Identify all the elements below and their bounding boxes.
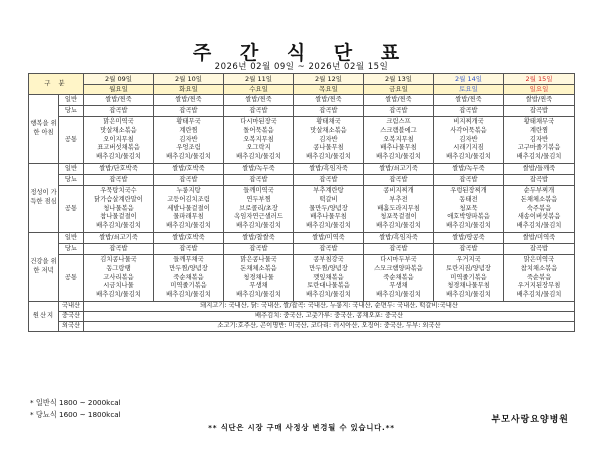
date-row xyxy=(29,74,575,85)
menu-item: 스크램블에그 xyxy=(380,126,417,134)
menu-item: 크림스프 xyxy=(386,117,411,125)
ilban-item: 쌀밥/찐죽 xyxy=(434,95,504,106)
day-weekday: 화요일 xyxy=(154,85,224,95)
dang-item: 잡곡밥 xyxy=(224,175,294,186)
dang-item: 잡곡밥 xyxy=(364,106,434,117)
ilban-item: 쌀밥/찐죽 xyxy=(224,95,294,106)
menu-item: 무생채 xyxy=(389,282,408,290)
menu-item: 청포묵겉절이 xyxy=(380,213,417,221)
menu-item: 김자반 xyxy=(179,135,198,143)
ilban-item: 쌀밥/찐죽 xyxy=(84,95,154,106)
menu-item: 죽순채볶음 xyxy=(383,273,414,281)
gong-cell xyxy=(84,186,154,233)
gong-cell xyxy=(294,255,364,302)
menu-item: 계란찜 xyxy=(179,126,198,134)
menu-item: 물만두/양념장 xyxy=(309,204,348,212)
ilban-label: 일반 xyxy=(59,233,84,244)
menu-item: 콩부침강국 xyxy=(313,255,344,263)
menu-item: 미역줄기볶음 xyxy=(450,273,487,281)
menu-item: 누룽지탕 xyxy=(176,186,201,194)
day-weekday: 토요일 xyxy=(434,85,504,95)
menu-item: 배추김치/물김치 xyxy=(516,291,562,299)
menu-item: 오이지무침 xyxy=(103,135,134,143)
dang-item: 잡곡밥 xyxy=(434,175,504,186)
ilban-item: 쌀밥/흑임자죽 xyxy=(364,233,434,244)
ilban-item: 쌀밥/찐죽 xyxy=(294,95,364,106)
ilban-item: 쌀밥/땅콩죽 xyxy=(434,233,504,244)
menu-item: 청나물볶음 xyxy=(103,204,134,212)
origin-label: 원산지 xyxy=(29,302,59,332)
origin-value: 돼지고기: 국내산, 닭: 국내산, 쌀/잡곡: 국내산, 누룽지: 국내산, 순면두: 국내산, 떡갈비:국내산 xyxy=(84,302,575,312)
menu-item: 배추김치/물김치 xyxy=(166,291,211,299)
menu-item: 토란지짐/양념장 xyxy=(446,264,491,272)
menu-period: 2026년 02월 09일 ~ 2026년 02월 15일 xyxy=(214,62,389,72)
dang-item: 잡곡밥 xyxy=(364,244,434,255)
menu-item: 맑은미역국 xyxy=(103,117,134,125)
dang-row xyxy=(29,175,575,186)
dang-row xyxy=(29,244,575,255)
menu-item: 우거지된장무침 xyxy=(517,282,561,290)
weekday-row xyxy=(29,85,575,95)
ilban-item: 쌀밥/녹두죽 xyxy=(434,164,504,175)
menu-item: 무생채 xyxy=(249,282,268,290)
menu-item: 배추김치/물김치 xyxy=(376,291,421,299)
meal-label: 행복을 위한 아침 xyxy=(29,95,59,164)
menu-item: 죽순볶음 xyxy=(526,273,552,281)
menu-item: 떡갈비 xyxy=(319,195,338,203)
ilban-item: 쌀밥/녹두죽 xyxy=(224,164,294,175)
menu-item: 청포묵 xyxy=(459,204,478,212)
menu-item: 배추김치/물김치 xyxy=(446,153,491,161)
ilban-item: 쌀밥/호박죽 xyxy=(154,164,224,175)
menu-item: 맑은미역국 xyxy=(523,255,555,263)
origin-value: 배추김치: 중국산, 고춧가루: 중국산, 콩채오포: 중국산 xyxy=(84,312,575,322)
gong-cell xyxy=(154,255,224,302)
day-weekday: 수요일 xyxy=(224,85,294,95)
dang-label: 당뇨 xyxy=(59,175,84,186)
menu-item: 물파래무침 xyxy=(173,213,204,221)
dang-item: 잡곡밥 xyxy=(434,106,504,117)
menu-item: 우엉조림 xyxy=(176,144,201,152)
gong-row xyxy=(29,117,575,164)
menu-item: 배추김치/물김치 xyxy=(306,222,351,230)
menu-item: 옥임자연근샐러드 xyxy=(234,213,283,221)
menu-item: 배추김치/물김치 xyxy=(236,222,281,230)
menu-item: 돌어묵볶음 xyxy=(243,126,274,134)
page-title: 주 간 식 단 표 xyxy=(192,42,411,64)
ilban-row xyxy=(29,233,575,244)
menu-item: 표고버섯채볶음 xyxy=(97,144,140,152)
meal-label: 정성이 가득한 점심 xyxy=(29,164,59,233)
dang-label: 당뇨 xyxy=(59,244,84,255)
ilban-item: 쌀밥/찐죽 xyxy=(504,95,575,106)
ilban-item: 쌀밥/쇠고기죽 xyxy=(84,233,154,244)
gong-cell xyxy=(224,255,294,302)
menu-item: 토란대나물볶음 xyxy=(307,282,350,290)
menu-item: 배추김치/물김치 xyxy=(516,153,562,161)
day-weekday: 일요일 xyxy=(504,85,575,95)
gong-row xyxy=(29,186,575,233)
menu-item: 배추김치/물김치 xyxy=(446,222,491,230)
menu-item: 동태전 xyxy=(459,195,478,203)
menu-item: 부추계란탕 xyxy=(313,186,344,194)
menu-item: 연두부찜 xyxy=(246,195,271,203)
menu-item: 황태채국 xyxy=(316,117,341,125)
menu-item: 고구마줄기볶음 xyxy=(517,144,561,152)
gong-label: 공통 xyxy=(59,117,84,164)
menu-item: 콩나물무침 xyxy=(313,144,344,152)
dang-label: 당뇨 xyxy=(59,106,84,117)
ilban-item: 쌀밥/미역죽 xyxy=(294,233,364,244)
gong-cell xyxy=(364,117,434,164)
menu-item: 맛살채소볶음 xyxy=(310,126,347,134)
dang-item: 잡곡밥 xyxy=(84,175,154,186)
dang-item: 잡곡밥 xyxy=(504,175,575,186)
menu-item: 만두찜/양념장 xyxy=(169,264,208,272)
dang-item: 잡곡밥 xyxy=(434,244,504,255)
origin-row xyxy=(29,312,575,322)
gong-cell xyxy=(84,255,154,302)
menu-item: 맑은콩나물국 xyxy=(240,255,277,263)
menu-item: 참치채소볶음 xyxy=(520,264,558,272)
dang-item: 잡곡밥 xyxy=(294,106,364,117)
menu-item: 계란찜 xyxy=(529,126,549,134)
gong-cell xyxy=(224,117,294,164)
menu-item: 참나물겉절이 xyxy=(100,213,137,221)
menu-item: 배추나물무침 xyxy=(380,144,417,152)
menu-item: 배흘도라지무침 xyxy=(377,204,420,212)
menu-item: 오복지무침 xyxy=(243,135,274,143)
gong-row xyxy=(29,255,575,302)
menu-item: 배추김치/물김치 xyxy=(236,153,281,161)
gong-cell xyxy=(434,186,504,233)
menu-item: 들깨무채국 xyxy=(173,255,204,263)
menu-item: 배추김치/물김치 xyxy=(446,291,491,299)
ilban-item: 쌀밥/들깨죽 xyxy=(504,164,575,175)
menu-item: 배추김치/물김치 xyxy=(96,153,141,161)
menu-item: 숙주볶음 xyxy=(526,204,552,212)
ilban-label: 일반 xyxy=(59,164,84,175)
dang-item: 잡곡밥 xyxy=(294,175,364,186)
gubun-header: 구 분 xyxy=(29,74,84,95)
gong-cell xyxy=(224,186,294,233)
origin-name: 외국산 xyxy=(59,322,84,332)
dang-row xyxy=(29,106,575,117)
gong-cell xyxy=(294,117,364,164)
gong-cell xyxy=(434,255,504,302)
menu-item: 청경채나물무침 xyxy=(447,282,490,290)
gong-cell xyxy=(434,117,504,164)
day-date: 2월 10일 xyxy=(154,74,224,85)
dang-item: 잡곡밥 xyxy=(224,106,294,117)
menu-item: 배추김치/물김치 xyxy=(306,291,351,299)
menu-item: 김자반 xyxy=(459,135,478,143)
ilban-row xyxy=(29,164,575,175)
gong-cell xyxy=(504,117,575,164)
origin-row xyxy=(29,322,575,332)
gong-cell xyxy=(294,186,364,233)
gong-cell xyxy=(504,255,575,302)
ilban-item: 쌀밥/찹쌀죽 xyxy=(224,233,294,244)
menu-item: 다시마된장국 xyxy=(240,117,277,125)
meal-label: 건강을 위한 저녁 xyxy=(29,233,59,302)
menu-item: 배추김치/물김치 xyxy=(96,222,141,230)
menu-item: 돈채체소볶음 xyxy=(240,264,277,272)
gong-cell xyxy=(154,186,224,233)
general-calorie: * 일반식 1800 ~ 2000kcal xyxy=(30,398,121,407)
menu-item: 배추김치/물김치 xyxy=(516,222,562,230)
ilban-item: 쌀밥/찐죽 xyxy=(364,95,434,106)
menu-item: 황태채무국 xyxy=(523,117,555,125)
gong-cell xyxy=(154,117,224,164)
menu-item: 배추김치/물김치 xyxy=(166,222,211,230)
menu-item: 배추김치/물김치 xyxy=(376,222,421,230)
hospital-name: 부모사랑요양병원 xyxy=(491,415,569,425)
gong-cell xyxy=(504,186,575,233)
menu-item: 만두찜/양념장 xyxy=(309,264,348,272)
menu-item: 동그랑땡 xyxy=(106,264,131,272)
ilban-item: 쌀밥/단호박죽 xyxy=(84,164,154,175)
origin-name: 중국산 xyxy=(59,312,84,322)
ilban-item: 쌀밥/미역죽 xyxy=(504,233,575,244)
menu-item: 청경채나물 xyxy=(243,273,274,281)
day-weekday: 금요일 xyxy=(364,85,434,95)
menu-item: 스모크햄양파볶음 xyxy=(374,264,423,272)
menu-item: 배추김치/물김치 xyxy=(96,291,141,299)
day-date: 2월 14일 xyxy=(434,74,504,85)
menu-item: 오복지무침 xyxy=(383,135,414,143)
menu-item: 맛살채소볶음 xyxy=(100,126,137,134)
menu-item: 우거지국 xyxy=(456,255,481,263)
menu-item: 김자반 xyxy=(319,135,338,143)
dang-item: 잡곡밥 xyxy=(154,175,224,186)
dang-item: 잡곡밥 xyxy=(154,106,224,117)
menu-item: 깻잎채볶음 xyxy=(313,273,344,281)
menu-item: 새송이버섯볶음 xyxy=(517,213,561,221)
gong-cell xyxy=(364,186,434,233)
ilban-row xyxy=(29,95,575,106)
ilban-item: 쌀밥/찐죽 xyxy=(154,95,224,106)
origin-name: 국내산 xyxy=(59,302,84,312)
menu-item: 미역줄기볶음 xyxy=(170,282,207,290)
menu-item: 세발나물겉절이 xyxy=(167,204,210,212)
origin-value: 소고기:호주산, 곤이명반: 미국산, 코다리: 러시아산, 오징어: 중국산, 두부: 외국산 xyxy=(84,322,575,332)
diabetic-calorie: * 당뇨식 1600 ~ 1800kcal xyxy=(30,410,121,419)
ilban-item: 쌀밥/호박죽 xyxy=(154,233,224,244)
menu-item: 들깨미역국 xyxy=(243,186,274,194)
menu-item: 시래기지짐 xyxy=(453,144,484,152)
day-date: 2월 09일 xyxy=(84,74,154,85)
menu-item: 배추나물무침 xyxy=(310,213,347,221)
gong-label: 공통 xyxy=(59,186,84,233)
menu-item: 김치콩나물국 xyxy=(100,255,137,263)
menu-item: 콩비지찌개 xyxy=(383,186,414,194)
menu-item: 시금치나물 xyxy=(103,282,134,290)
menu-item: 죽순채볶음 xyxy=(173,273,204,281)
menu-item: 고사리볶음 xyxy=(103,273,134,281)
dang-item: 잡곡밥 xyxy=(504,244,575,255)
day-date: 2월 11일 xyxy=(224,74,294,85)
menu-item: 다시마두부국 xyxy=(380,255,417,263)
day-weekday: 월요일 xyxy=(84,85,154,95)
dang-item: 잡곡밥 xyxy=(364,175,434,186)
dang-item: 잡곡밥 xyxy=(504,106,575,117)
menu-item: 오그락지 xyxy=(246,144,271,152)
menu-item: 애호박양파볶음 xyxy=(447,213,490,221)
day-date: 2월 15일 xyxy=(504,74,575,85)
dang-item: 잡곡밥 xyxy=(84,106,154,117)
ilban-item: 쌀밥/쇠고기죽 xyxy=(364,164,434,175)
weekly-menu-table xyxy=(28,73,575,332)
gong-cell xyxy=(364,255,434,302)
menu-item: 배추김치/물김치 xyxy=(236,291,281,299)
menu-item: 순두부찌개 xyxy=(523,186,555,194)
gong-label: 공통 xyxy=(59,255,84,302)
menu-item: 배추김치/물김치 xyxy=(376,153,421,161)
menu-item: 우렁된장찌개 xyxy=(450,186,487,194)
menu-item: 부추전 xyxy=(389,195,408,203)
menu-item: 김자반 xyxy=(529,135,549,143)
menu-item: 비지찌개국 xyxy=(453,117,484,125)
dang-item: 잡곡밥 xyxy=(154,244,224,255)
origin-row xyxy=(29,302,575,312)
day-date: 2월 13일 xyxy=(364,74,434,85)
dang-item: 잡곡밥 xyxy=(294,244,364,255)
gong-cell xyxy=(84,117,154,164)
change-notice: ** 식단은 시장 구매 사정상 변경될 수 있습니다.** xyxy=(208,423,395,432)
ilban-item: 쌀밥/흑임자죽 xyxy=(294,164,364,175)
menu-item: 사각어묵볶음 xyxy=(450,126,487,134)
menu-item: 황태무국 xyxy=(176,117,201,125)
menu-item: 배추김치/물김치 xyxy=(306,153,351,161)
day-weekday: 목요일 xyxy=(294,85,364,95)
ilban-label: 일반 xyxy=(59,95,84,106)
menu-item: 닭가슴살계란말이 xyxy=(94,195,143,203)
menu-item: 돈채체소볶음 xyxy=(520,195,558,203)
dang-item: 잡곡밥 xyxy=(224,244,294,255)
menu-item: 고등어김치조림 xyxy=(167,195,210,203)
dang-item: 잡곡밥 xyxy=(84,244,154,255)
menu-item: 배추김치/물김치 xyxy=(166,153,211,161)
day-date: 2월 12일 xyxy=(294,74,364,85)
menu-item: 우묵탕치국수 xyxy=(100,186,137,194)
menu-item: 브로콜리/초장 xyxy=(239,204,278,212)
